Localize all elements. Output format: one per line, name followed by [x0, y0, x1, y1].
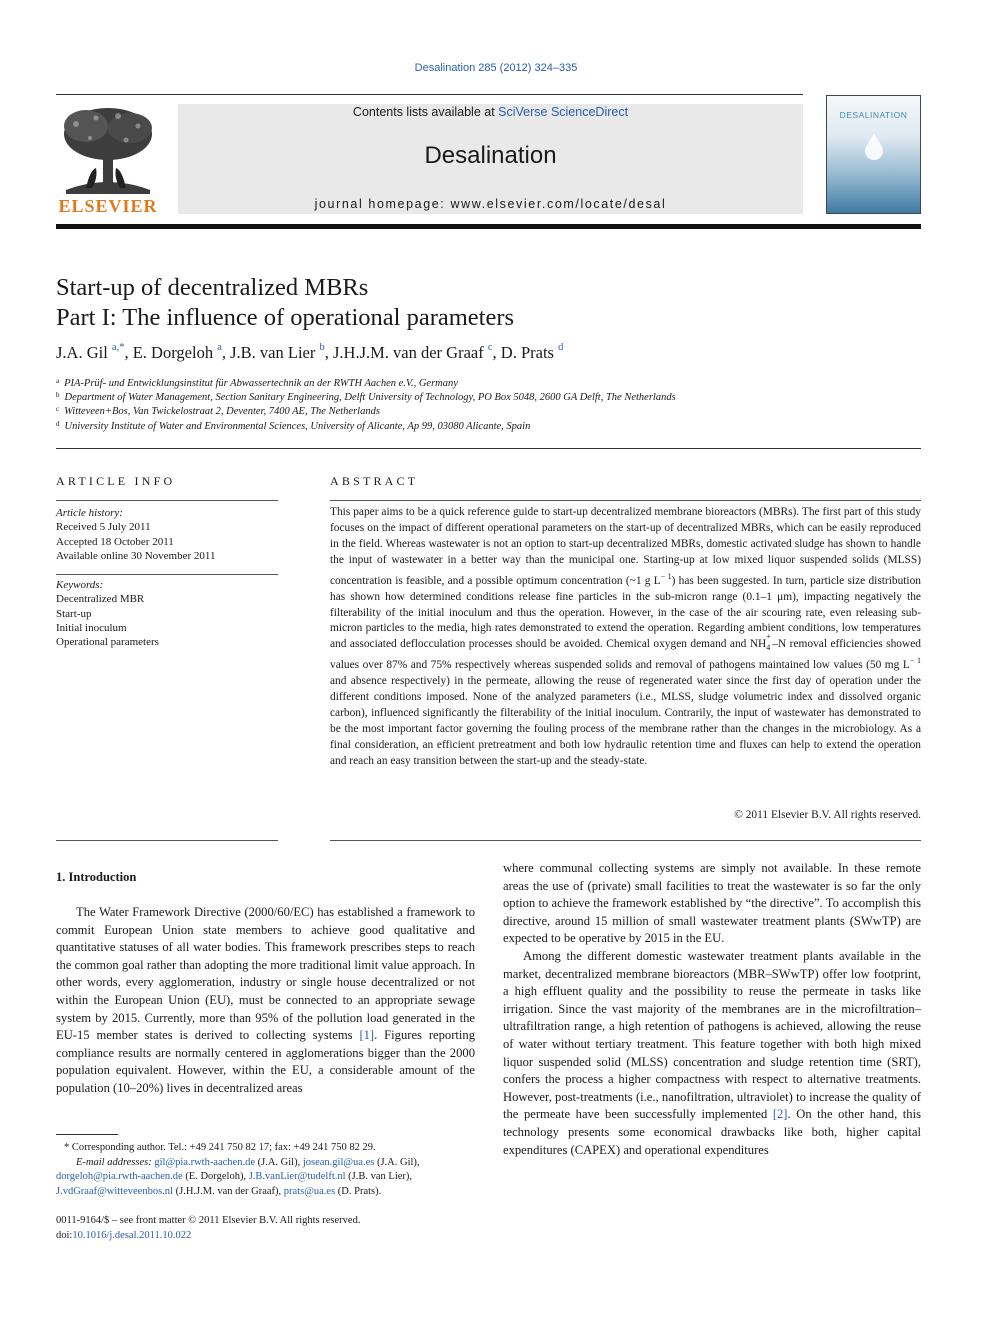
contents-prefix: Contents lists available at [352, 105, 499, 119]
nh4-scripts [766, 632, 772, 653]
email-link[interactable]: josean.gil@ua.es [302, 1156, 375, 1168]
affiliation [56, 405, 380, 417]
email-owner: (J.H.J.M. van der Graaf), [172, 1185, 284, 1197]
history-received: Received 5 July 2011 [56, 521, 151, 534]
history-online: Available online 30 November 2011 [56, 549, 216, 562]
author-separator: , [324, 343, 333, 362]
author-name: D. Prats [500, 343, 554, 362]
abstract-part: This paper aims to be a quick reference guide to start-up decentralized membrane bioreactors (MBRs). The first part of this study focuses on the impact of different operational parameters on the start-up of decentralized MBRs, which can be easily reproduced in the field. Whereas wastewater is not an option to start-up decentralized MBRs, domestic activated sludge has shown to handle the input of wastewater in a better way than the municipal one. Starting-up at low mixed liquor suspended solids (MLSS) concentration is feasible, and a possible optimum concentration (~1 g L [330, 506, 921, 587]
issn-line: 0011-9164/$ – see front matter © 2011 Elsevier B.V. All rights reserved. [56, 1215, 361, 1226]
affiliation [56, 391, 676, 403]
abstract-text [330, 505, 921, 770]
author-affiliation-mark[interactable]: d [558, 342, 564, 353]
email-owner: (D. Prats). [335, 1185, 382, 1197]
email-link[interactable]: J.B.vanLier@tudelft.nl [248, 1171, 346, 1182]
keyword: Decentralized MBR [56, 593, 145, 606]
divider [330, 500, 921, 501]
author-affiliation-mark[interactable]: c [487, 342, 493, 353]
article-title [56, 273, 514, 333]
author-name: E. Dorgeloh [132, 343, 214, 362]
author-name: J.A. Gil [56, 343, 108, 362]
affiliation-mark: a [56, 377, 60, 385]
article-info-heading: ARTICLE INFO [56, 474, 176, 488]
footnote-rule [56, 1134, 118, 1135]
affiliation-mark: c [56, 405, 60, 413]
abstract-part: –N removal efficiencies showed values over 87% and 75% respectively whereas suspended solids and removal of pathogens maintained low values (50 mg L [330, 638, 921, 672]
water-drop-icon [865, 134, 883, 160]
email-owner: (J.A. Gil), [255, 1156, 303, 1168]
article-history [56, 506, 278, 563]
superscript: − 1 [909, 656, 921, 666]
reference-link[interactable]: [1] [359, 1028, 375, 1043]
affiliation-text: Witteveen+Bos, Van Twickelostraat 2, Deventer, 7400 AE, The Netherlands [64, 406, 380, 417]
email-line [56, 1156, 476, 1171]
history-label: Article history: [56, 507, 123, 519]
keywords [56, 578, 278, 649]
copyright-notice: © 2011 Elsevier B.V. All rights reserved. [734, 809, 921, 821]
corresponding-author: * Corresponding author. Tel.: +49 241 750 82 17; fax: +49 241 750 82 29. [64, 1142, 376, 1153]
body-column-left [56, 904, 475, 1098]
keyword: Start-up [56, 607, 92, 620]
affiliation-mark: d [56, 420, 60, 428]
header-top-rule [56, 94, 803, 95]
paragraph: where communal collecting systems are simply not available. In these remote areas the use of (private) small facilities to treat the wastewater is so far the only option to achieve the framework established by “the directive”. To accomplish this directive, around 15 million of small wastewater treatment plants (SWwTP) are expected to be operative by 2015 in the EU. [503, 861, 921, 946]
email-line [56, 1185, 476, 1200]
affiliation [56, 420, 530, 432]
abstract-heading: ABSTRACT [330, 474, 419, 488]
email-link[interactable]: gil@pia.rwth-aachen.de [154, 1156, 255, 1168]
affiliation [56, 377, 458, 389]
author-name: J.B. van Lier [230, 343, 316, 362]
doi-line [56, 1229, 476, 1244]
body-column-right [503, 860, 921, 1159]
paragraph-text: The Water Framework Directive (2000/60/EC) has established a framework to commit European Union state members to achieve good qualitative and quantitative statuses of all water bodies. This framework prescribes steps to reach the common goal rather than adopting the more traditional limit value approach. In other words, every agglomeration, industry or single house decentralized or not within the European Union (EU), must be connected to an appropriate sewage system by 2015. Currently, more than 95% of the pollution load generated in the EU-15 member states is derived to collecting systems [56, 905, 475, 1043]
title-line-1: Start-up of decentralized MBRs [56, 274, 369, 301]
journal-citation[interactable]: Desalination 285 (2012) 324–335 [414, 62, 578, 74]
divider [56, 574, 278, 575]
affiliation-text: Department of Water Management, Section Sanitary Engineering, Delft University of Technology, PO Box 5048, 2600 GA Delft, The Netherlands [64, 392, 676, 403]
email-link[interactable]: J.vdGraaf@witteveenbos.nl [56, 1185, 173, 1197]
author-name: J.H.J.M. van der Graaf [332, 343, 484, 362]
email-link[interactable]: dorgeloh@pia.rwth-aachen.de [56, 1171, 183, 1182]
author-separator: , [221, 343, 231, 362]
email-label: E-mail addresses: [76, 1156, 155, 1168]
paragraph [56, 904, 475, 1098]
journal-title: Desalination [424, 142, 557, 169]
keyword: Initial inoculum [56, 621, 127, 634]
email-line [56, 1170, 476, 1185]
author-affiliation-mark[interactable]: a [217, 342, 222, 353]
keyword: Operational parameters [56, 636, 159, 649]
abstract-part: ) has been suggested. In turn, particle size distribution has shown how determined conditions release fine particles in the sub-micron range (0.1–1 μm), impacting negatively the filterability of the initial inoculum and thus the operation. However, in the case of the air scouring rate, even releasing sub-micron particles to the media, high rates demonstrated to extend the operation. Regarding ambient conditions, low temperatures and associated deflocculation processes should be avoided. Chemical oxygen demand and NH [330, 574, 921, 651]
superscript: + [766, 632, 771, 642]
sciencedirect-link[interactable]: SciVerse ScienceDirect [498, 105, 629, 119]
cover-title: DESALINATION [839, 110, 908, 120]
email-owner: (J.B. van Lier), [345, 1171, 413, 1182]
doi-link[interactable]: 10.1016/j.desal.2011.10.022 [72, 1229, 192, 1241]
section-heading: 1. Introduction [56, 870, 137, 884]
author-list [56, 342, 563, 363]
email-owner: (J.A. Gil), [374, 1156, 420, 1168]
elsevier-wordmark: ELSEVIER [58, 196, 158, 216]
journal-cover-thumbnail[interactable] [826, 95, 921, 214]
author-affiliation-mark[interactable]: b [319, 342, 325, 353]
affiliation-rule [56, 448, 921, 449]
superscript: − 1 [660, 571, 672, 581]
subscript: 4 [766, 643, 771, 653]
author-separator: , [492, 343, 501, 362]
journal-homepage[interactable]: journal homepage: www.elsevier.com/locate/desal [314, 197, 667, 211]
author-separator: , [124, 343, 133, 362]
reference-link[interactable]: [2] [772, 1107, 788, 1122]
divider [56, 500, 278, 501]
email-owner: (E. Dorgeloh), [182, 1171, 249, 1182]
divider [330, 840, 921, 841]
affiliation-mark: b [56, 391, 60, 399]
divider [56, 840, 278, 841]
paragraph-text: . On the other hand, this technology presents some economical drawbacks like both, higher capital expenditures (CAPEX) and operational expenditures [503, 1107, 921, 1157]
doi-label: doi: [56, 1229, 73, 1241]
affiliation-text: University Institute of Water and Environmental Sciences, University of Alicante, Ap 99, 03080 Alicante, Spain [64, 421, 531, 432]
contents-line [178, 105, 803, 119]
paragraph [503, 948, 921, 1159]
issn-doi [56, 1214, 476, 1243]
author-affiliation-mark[interactable]: a,* [111, 342, 125, 353]
abstract-part: and absence respectively) in the permeate, allowing the reuse of regenerated water since the first day of operation under the different conditions imposed. None of the analyzed parameters (i.e., MLSS, sludge volumetric index and dissolved organic carbon), influenced significantly the filterability of the initial inoculum. Contrarily, the input of wastewater has demonstrated to be the most important factor governing the fouling process of the membrane rather than the changes in the microbiology. As a final consideration, an efficient pretreatment and both low hydraulic retention time and fluxes can help to extend the operation and reach an easy transition between the start-up and the steady-state. [330, 675, 921, 767]
title-line-2: Part I: The influence of operational parameters [56, 304, 515, 331]
paragraph-text: . Figures reporting compliance results are normally centered in agglomerations bigger than the 2000 population equivalent. However, within the EU, a considerable amount of the population (10–20%) lives in decentralized areas [56, 1028, 475, 1095]
affiliation-text: PIA-Prüf- und Entwicklungsinstitut für Abwassertechnik an der RWTH Aachen e.V., Germany [64, 378, 458, 389]
keywords-label: Keywords: [56, 579, 104, 591]
header-bottom-rule [56, 224, 921, 229]
history-accepted: Accepted 18 October 2011 [56, 535, 174, 548]
email-link[interactable]: prats@ua.es [283, 1185, 336, 1197]
footnotes [56, 1141, 476, 1199]
paragraph-text: Among the different domestic wastewater treatment plants available in the market, decentralized membrane bioreactors (MBR–SWwTP) offer low footprint, a high effluent quality and the possibility to reuse the permeate in tasks like irrigation. Since the vast majority of the membranes are in the microfiltration–ultrafiltration range, a high retention of pathogens is achieved, allowing the reuse of water without tertiary treatment. This feature together with both high mixed liquor suspended solid (MLSS) concentration and sludge retention time (SRT), confers the process a higher compactness with respect to alternative treatments. However, post-treatments (i.e., nanofiltration, ultraviolet) to increase the quality of the permeate have been successfully implemented [503, 948, 921, 1122]
